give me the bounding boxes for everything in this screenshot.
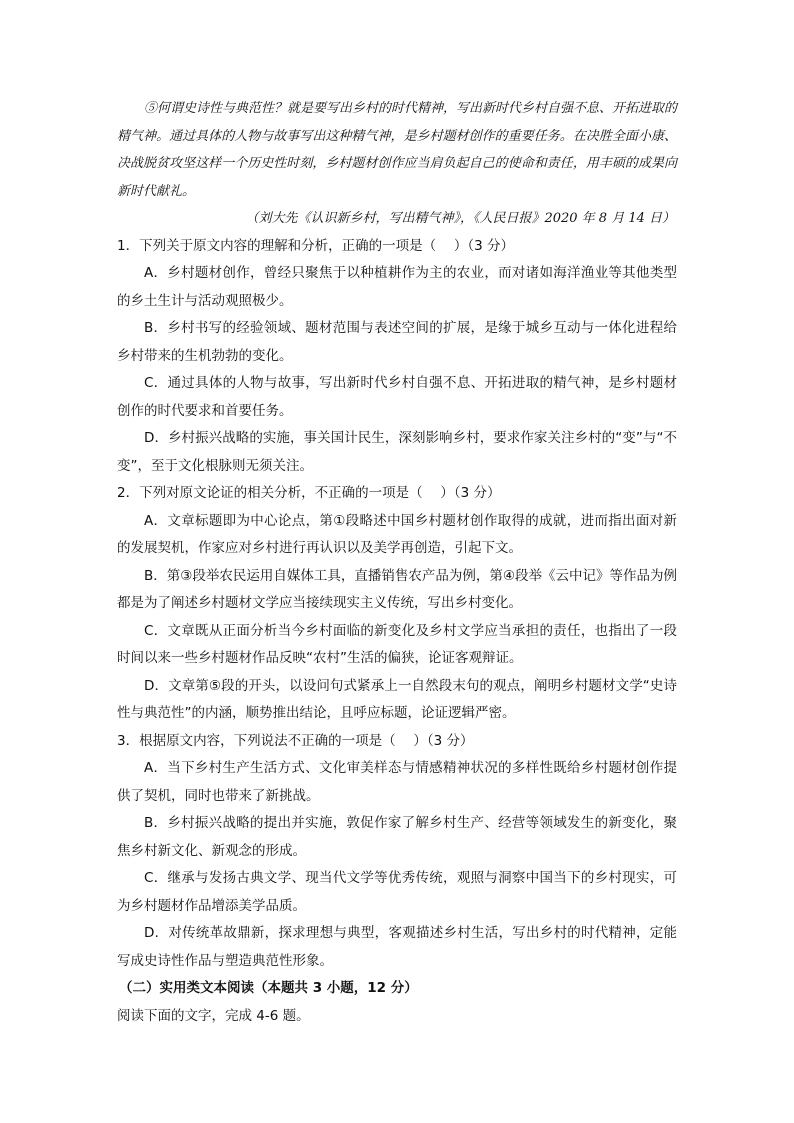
question-stem: 1．下列关于原文内容的理解和分析，正确的一项是（ ）（3 分）: [117, 237, 515, 254]
option-c: C．文章既从正面分析当今乡村面临的新变化及乡村文学应当承担的责任，也指出了一段时间以来一些乡村题材作品反映“农村”生活的偏狭，论证客观辩证。: [117, 622, 677, 666]
question-3: [117, 728, 677, 976]
option-d: D．对传统革故鼎新，探求理想与典型，客观描述乡村生活，写出乡村的时代精神，定能写成史诗性作品与塑造典范性形象。: [117, 925, 677, 969]
option-b: B．乡村振兴战略的提出并实施，敦促作家了解乡村生产、经营等领域发生的新变化，聚焦乡村新文化、新观念的形成。: [117, 815, 677, 859]
section-intro: 阅读下面的文字，完成 4-6 题。: [117, 1007, 310, 1024]
option-d: D．乡村振兴战略的实施，事关国计民生，深刻影响乡村，要求作家关注乡村的“变”与“不变”，至于文化根脉则无须关注。: [117, 430, 677, 474]
document-page: [117, 95, 677, 1030]
question-stem: 3．根据原文内容，下列说法不正确的一项是（ ）（3 分）: [117, 732, 474, 749]
option-a: A．当下乡村生产生活方式、文化审美样态与情感精神状况的多样性既给乡村题材创作提供了契机，同时也带来了新挑战。: [117, 760, 677, 804]
option-c: C．通过具体的人物与故事，写出新时代乡村自强不息、开拓进取的精气神，是乡村题材创作的时代要求和首要任务。: [117, 375, 677, 419]
option-b: B．第③段举农民运用自媒体工具，直播销售农产品为例，第④段举《云中记》等作品为例都是为了阐述乡村题材文学应当接续现实主义传统，写出乡村变化。: [117, 567, 677, 611]
passage-paragraph-5: ⑤何谓史诗性与典范性？就是要写出乡村的时代精神，写出新时代乡村自强不息、开拓进取的精气神。通过具体的人物与故事写出这种精气神，是乡村题材创作的重要任务。在决胜全面小康、决战脱贫攻坚这样一个历史性时刻，乡村题材创作应当肩负起自己的使命和责任，用丰硕的成果向新时代献礼。: [117, 101, 678, 199]
section-title: （二）实用类文本阅读（本题共 3 小题，12 分）: [119, 980, 418, 996]
question-stem: 2．下列对原文论证的相关分析，不正确的一项是（ ）（3 分）: [117, 485, 501, 501]
option-c: C．继承与发扬古典文学、现当代文学等优秀传统，观照与洞察中国当下的乡村现实，可为乡村题材作品增添美学品质。: [117, 870, 677, 914]
option-b: B．乡村书写的经验领域、题材范围与表述空间的扩展，是缘于城乡互动与一体化进程给乡村带来的生机勃勃的变化。: [117, 320, 677, 364]
option-d: D．文章第⑤段的开头，以设问句式紧承上一自然段末句的观点，阐明乡村题材文学“史诗性与典范性”的内涵，顺势推出结论，且呼应标题，论证逻辑严密。: [117, 677, 677, 721]
question-2: [117, 480, 677, 728]
option-a: A．乡村题材创作，曾经只聚焦于以种植耕作为主的农业，而对诸如海洋渔业等其他类型的乡土生计与活动观照极少。: [117, 265, 677, 309]
option-a: A．文章标题即为中心论点，第①段略述中国乡村题材创作取得的成就，进而指出面对新的发展契机，作家应对乡村进行再认识以及美学再创造，引起下文。: [117, 512, 677, 556]
passage-source-citation: （刘大先《认识新乡村，写出精气神》，《人民日报》2020 年 8 月 14 日）: [245, 211, 675, 226]
question-1: [117, 233, 677, 481]
